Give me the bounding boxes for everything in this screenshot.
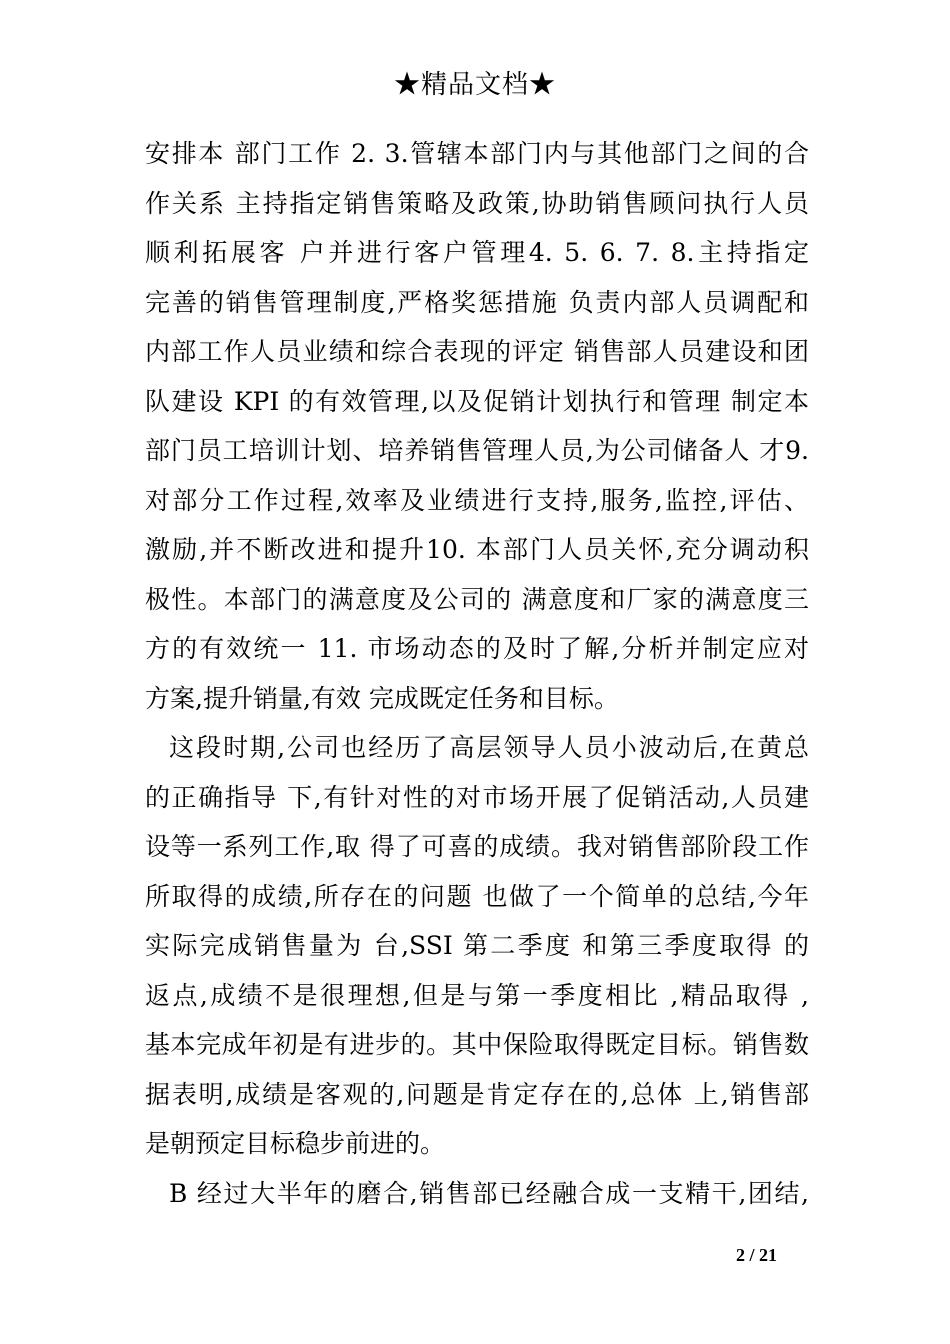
text-line: 的正确指导 下,有针对性的对市场开展了促销活动,人员建 xyxy=(145,782,809,812)
text-line: 方的有效统一 11. 市场动态的及时了解,分析并制定应对 xyxy=(145,634,809,663)
text-line: B 经过大半年的磨合,销售部已经融合成一支精干,团结, xyxy=(169,1178,809,1208)
page-number: 2 / 21 xyxy=(736,1245,778,1265)
text-line: 作关系 主持指定销售策略及政策,协助销售顾问执行人员 xyxy=(145,188,809,218)
text-line: 完善的销售管理制度,严格奖惩措施 负责内部人员调配和 xyxy=(145,287,809,317)
text-line: 队建设 KPI 的有效管理,以及促销计划执行和管理 制定本 xyxy=(145,386,809,416)
text-line: 方案,提升销量,有效 完成既定任务和目标。 xyxy=(145,683,619,713)
text-line: 内部工作人员业绩和综合表现的评定 销售部人员建设和团 xyxy=(145,337,809,366)
text-line: 极性。本部门的满意度及公司的 满意度和厂家的满意度三 xyxy=(145,584,809,614)
text-line: 部门员工培训计划、培养销售管理人员,为公司储备人 才9. xyxy=(145,436,809,465)
text-line: 顺利拓展客 户并进行客户管理4. 5. 6. 7. 8.主持指定 xyxy=(145,238,809,267)
text-line: 基本完成年初是有进步的。其中保险取得既定目标。销售数 xyxy=(145,1030,809,1059)
paragraph-2 xyxy=(145,723,809,1169)
text-line: 所取得的成绩,所存在的问题 也做了一个简单的总结,今年 xyxy=(145,881,809,911)
text-line: 安排本 部门工作 2. 3.管辖本部门内与其他部门之间的合 xyxy=(145,139,809,168)
text-line: 对部分工作过程,效率及业绩进行支持,服务,监控,评估、 xyxy=(145,485,809,515)
text-line: 返点,成绩不是很理想,但是与第一季度相比 ,精品取得 , xyxy=(145,980,809,1010)
document-body xyxy=(145,129,809,1218)
text-line: 激励,并不断改进和提升10. 本部门人员关怀,充分调动积 xyxy=(145,535,809,564)
paragraph-3 xyxy=(145,1169,809,1219)
page-header-title: ★精品文档★ xyxy=(393,70,556,100)
text-line: 是朝预定目标稳步前进的。 xyxy=(145,1129,446,1158)
text-line: 设等一系列工作,取 得了可喜的成绩。我对销售部阶段工作 xyxy=(145,832,809,861)
text-line: 据表明,成绩是客观的,问题是肯定存在的,总体 上,销售部 xyxy=(145,1079,809,1109)
text-line: 实际完成销售量为 台,SSI 第二季度 和第三季度取得 的 xyxy=(145,931,809,960)
paragraph-1 xyxy=(145,129,809,723)
text-line: 这段时期,公司也经历了高层领导人员小波动后,在黄总 xyxy=(169,733,809,762)
